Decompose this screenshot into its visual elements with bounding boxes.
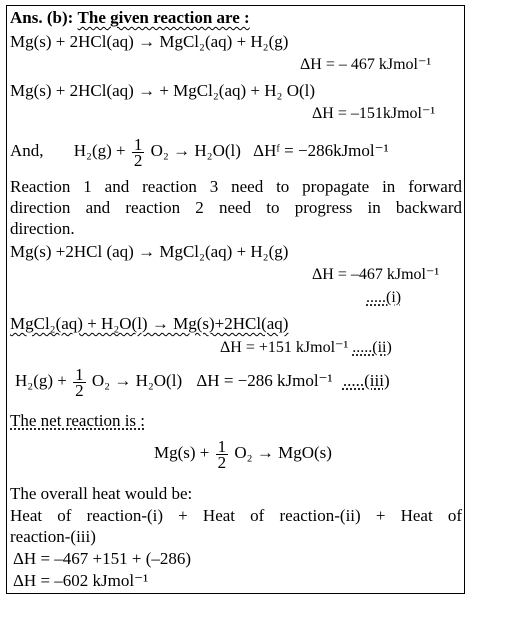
step-2-tag: .....(ii) [352,339,392,356]
explain-line-2: direction and reaction 2 need to progress in backward [10,198,462,217]
given-reaction-2-enthalpy: ΔH = –151kJmol⁻¹ [312,105,436,122]
fraction-numerator: 1 [133,134,143,154]
answer-box [6,5,465,594]
answer-heading-text: The given reaction are : [77,8,250,27]
step-2-enthalpy [220,338,392,358]
net-reaction-equation [154,438,332,470]
given-reaction-3-enthalpy: ΔHᶠ = −286kJmol⁻¹ [253,141,389,160]
step-2-equation-text: MgCl₂(aq) + H₂O(l) → Mg(s)+2HCl(aq) [10,314,289,333]
step-3-equation [15,366,390,398]
net-left: Mg(s) + [154,443,210,462]
step-1-tag: .....(i) [366,289,402,306]
net-reaction-label [10,411,145,431]
overall-result: ΔH = –602 kJmol⁻¹ [13,571,149,590]
step-3-left: H₂(g) + [15,371,67,390]
step-3-enthalpy: ΔH = −286 kJmol⁻¹ [196,371,333,390]
given-reaction-2: Mg(s) + 2HCl(aq) → + MgCl₂(aq) + H₂ O(l) [10,81,316,100]
fraction-denominator: 2 [217,452,227,472]
overall-line-2: reaction-(iii) [10,527,96,546]
step-2-enthalpy-value: ΔH = +151 kJmol⁻¹ [220,339,349,356]
fraction-denominator: 2 [75,380,84,400]
net-right: O₂ → MgO(s) [234,443,332,462]
step-1-equation: Mg(s) +2HCl (aq) → MgCl₂(aq) + H₂(g) [10,242,289,261]
given-reaction-3-left: H₂(g) + [73,141,126,160]
step-1-enthalpy: ΔH = –467 kJmol⁻¹ [312,266,440,283]
net-reaction-label-text: The net reaction is : [10,411,146,430]
given-reaction-3-fraction [132,134,145,170]
given-reaction-3-prefix: And, [10,141,44,160]
given-reaction-3 [10,136,389,168]
fraction-numerator: 1 [217,436,227,456]
overall-calculation: ΔH = –467 +151 + (–286) [13,549,192,568]
given-reaction-1-enthalpy: ΔH = – 467 kJmol⁻¹ [300,56,432,73]
step-2-equation [10,314,288,334]
overall-line-1: Heat of reaction-(i) + Heat of reaction-(ii) + Heat of [10,506,462,525]
explain-line-1: Reaction 1 and reaction 3 need to propagate in forward [10,177,462,196]
step-3-fraction [73,364,86,400]
answer-label: Ans. (b): [10,8,74,27]
overall-heat-label: The overall heat would be: [10,484,193,503]
fraction-numerator: 1 [75,364,84,384]
step-3-right: O₂ → H₂O(l) [91,371,183,390]
given-reaction-1: Mg(s) + 2HCl(aq) → MgCl₂(aq) + H₂(g) [10,32,289,51]
fraction-denominator: 2 [133,150,143,170]
answer-heading [10,8,250,28]
step-3-tag: .....(iii) [342,371,390,390]
given-reaction-3-right: O₂ → H₂O(l) [150,141,241,160]
net-fraction [216,436,229,472]
explain-line-3: direction. [10,219,75,238]
